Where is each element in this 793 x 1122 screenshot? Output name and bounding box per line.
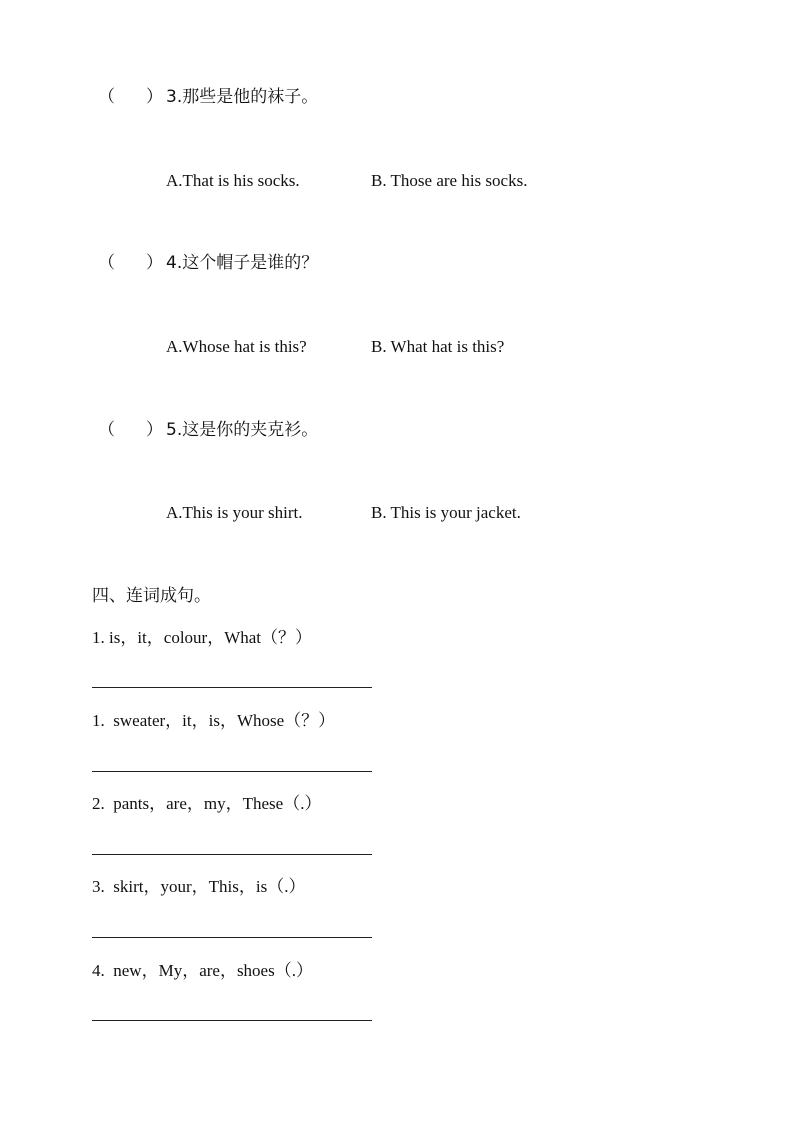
option-b: B. Those are his socks. — [371, 171, 528, 190]
word-list: 1. is，it，colour，What（？） — [92, 628, 313, 647]
answer-paren-open: （ — [98, 87, 115, 106]
question-prompt: 5.这是你的夹克衫。 — [166, 420, 319, 440]
word-list: 1. sweater，it，is，Whose（？） — [92, 711, 336, 730]
answer-paren-open: （ — [98, 253, 115, 272]
option-b: B. This is your jacket. — [371, 503, 521, 522]
answer-paren-close: ） — [146, 420, 163, 439]
answer-paren-open: （ — [98, 420, 115, 439]
answer-paren-close: ） — [146, 253, 163, 272]
word-list: 3. skirt，your，This，is（.） — [92, 877, 306, 896]
answer-line[interactable] — [92, 854, 372, 855]
answer-line[interactable] — [92, 937, 372, 938]
option-a: A.Whose hat is this? — [166, 337, 307, 356]
word-list: 4. new，My，are，shoes（.） — [92, 961, 313, 980]
answer-line[interactable] — [92, 687, 372, 688]
word-list: 2. pants，are，my，These（.） — [92, 794, 322, 813]
question-prompt: 3.那些是他的袜子。 — [166, 87, 319, 107]
option-a: A.This is your shirt. — [166, 503, 303, 522]
section-title: 四、连词成句。 — [92, 586, 211, 606]
question-prompt: 4.这个帽子是谁的？ — [166, 253, 319, 273]
answer-line[interactable] — [92, 771, 372, 772]
answer-paren-close: ） — [146, 87, 163, 106]
answer-line[interactable] — [92, 1020, 372, 1021]
option-a: A.That is his socks. — [166, 171, 300, 190]
option-b: B. What hat is this? — [371, 337, 505, 356]
